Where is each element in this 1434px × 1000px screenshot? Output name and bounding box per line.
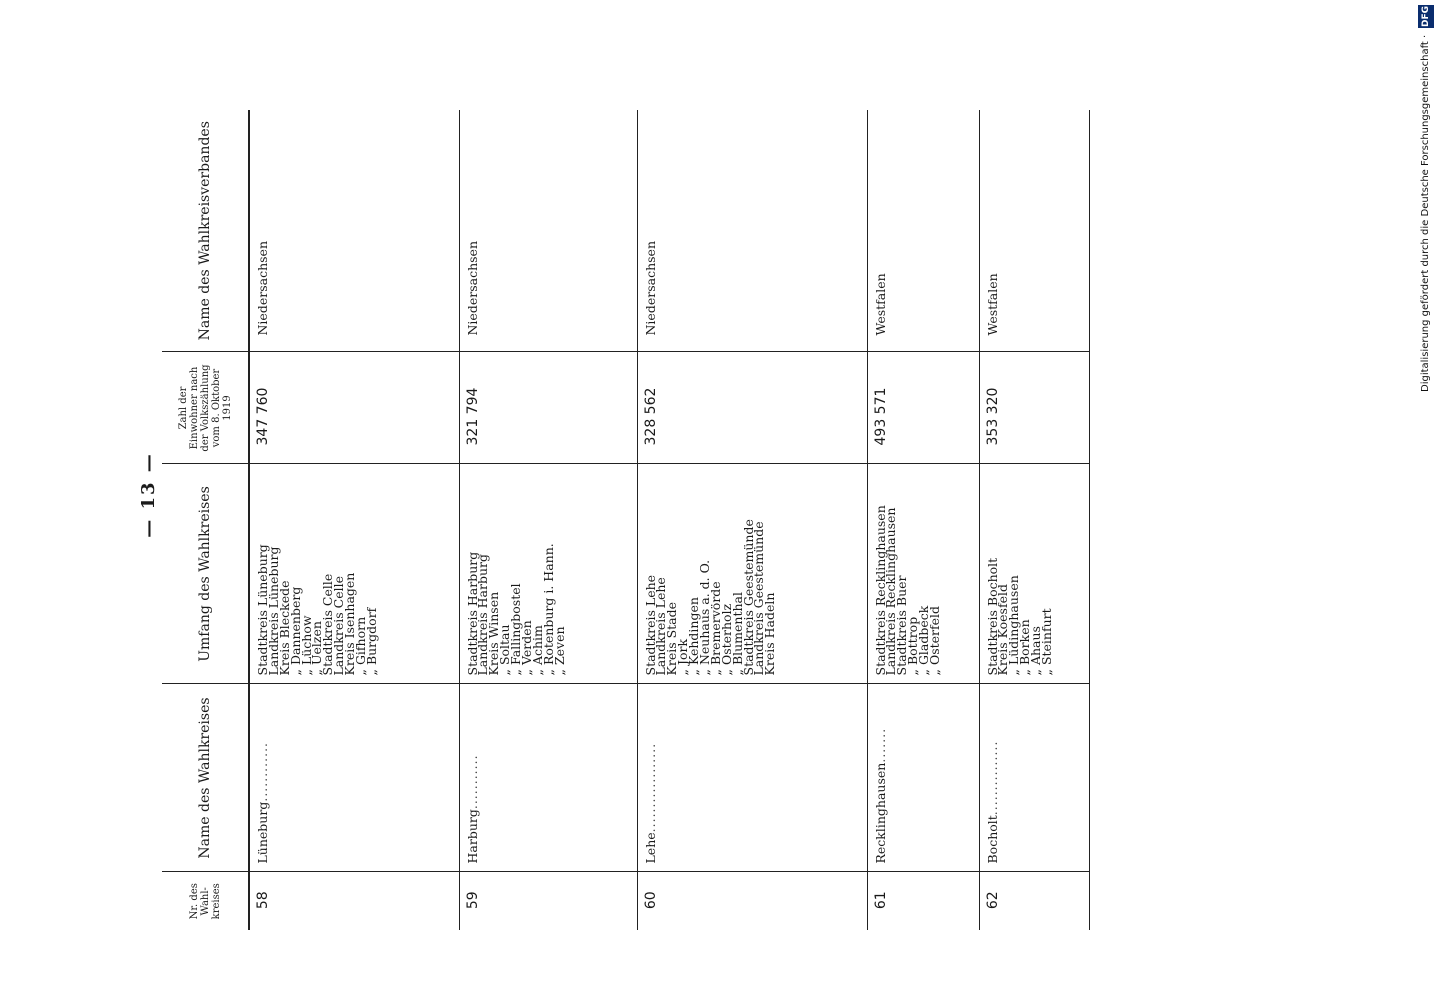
population-value: 347 760 [249, 352, 459, 464]
association-name: Niedersachsen [637, 110, 867, 352]
dot-leader: ............... [984, 740, 1000, 816]
district-scope-cell [249, 464, 459, 684]
scope-list [255, 471, 379, 676]
list-item: Stadtkreis Recklinghausen [872, 505, 888, 676]
list-item: „ Steinfurt [1038, 608, 1054, 676]
district-name: Lehe [642, 832, 658, 864]
district-name: Bocholt [984, 815, 1000, 864]
list-item: Kreis Isenhagen [342, 572, 358, 676]
list-item: „ Lüdinghausen [1006, 575, 1022, 676]
rotated-document-page [138, 110, 1150, 930]
association-name: Niedersachsen [459, 110, 637, 352]
district-number: 61 [867, 872, 979, 930]
list-item: „ Soltau [497, 624, 513, 676]
district-number: 60 [637, 872, 867, 930]
list-item: Stadtkreis Geestemünde [740, 519, 756, 676]
list-item: Landkreis Lüneburg [265, 546, 281, 676]
funding-note [1418, 5, 1434, 392]
district-scope-cell [459, 464, 637, 684]
dot-leader: ............ [255, 741, 270, 802]
list-item: „ Blumenthal [729, 591, 745, 676]
list-item: „ Bottrop [905, 616, 921, 676]
table-row [459, 110, 637, 930]
district-name-cell [979, 684, 1089, 872]
district-scope-cell [979, 464, 1089, 684]
district-name: Lüneburg [255, 801, 270, 864]
district-number: 58 [249, 872, 459, 930]
table-header-row [162, 110, 249, 930]
list-item: Landkreis Celle [331, 576, 347, 676]
population-value: 321 794 [459, 352, 637, 464]
list-item: Kreis Bleckede [276, 580, 292, 676]
population-value: 353 320 [979, 352, 1089, 464]
list-item: Stadtkreis Bocholt [984, 557, 1000, 676]
list-item: Landkreis Recklinghausen [883, 507, 899, 676]
district-name: Recklinghausen [872, 762, 888, 864]
list-item: „ Gladbeck [916, 605, 932, 676]
table-row [637, 110, 867, 930]
list-item: „ Rotenburg i. Hann. [540, 543, 556, 676]
list-item: Stadtkreis Buer [894, 575, 910, 676]
header-nr: Nr. des Wahl- kreises [162, 872, 249, 930]
funding-note-text: Digitalisierung gefördert durch die Deutsche Forschungsgemeinschaft · [1420, 34, 1431, 392]
list-item: Kreis Koesfeld [995, 584, 1011, 676]
list-item: „ Achim [529, 625, 545, 676]
list-item: „ Neuhaus a. d. O. [696, 559, 712, 676]
scope-list [984, 471, 1054, 676]
list-item: „ Bremervörde [707, 581, 723, 676]
dot-leader: ........... [464, 754, 480, 810]
district-name-cell [459, 684, 637, 872]
list-item: Landkreis Lehe [653, 577, 669, 676]
list-item: Landkreis Geestemünde [751, 521, 767, 676]
list-item: „ Uelzen [309, 621, 325, 676]
dot-leader: .................. [642, 742, 658, 833]
association-name: Niedersachsen [249, 110, 459, 352]
table-row [979, 110, 1089, 930]
header-district-name: Name des Wahlkreises [162, 684, 249, 872]
district-name-cell [637, 684, 867, 872]
list-item: „ Lüchow [298, 615, 314, 676]
list-item: Stadtkreis Celle [320, 573, 336, 676]
list-item: Landkreis Harburg [475, 554, 491, 676]
table-row [867, 110, 979, 930]
list-item: Stadtkreis Harburg [464, 551, 480, 676]
district-name-cell [867, 684, 979, 872]
district-number: 59 [459, 872, 637, 930]
list-item: „ Osterholz [718, 603, 734, 676]
dfg-logo: DFG [1418, 5, 1434, 28]
population-value: 493 571 [867, 352, 979, 464]
district-scope-cell [637, 464, 867, 684]
list-item: „ Osterfeld [926, 605, 942, 676]
district-number: 62 [979, 872, 1089, 930]
list-item: Stadtkreis Lüneburg [255, 544, 270, 676]
list-item: „ Kehdingen [686, 597, 702, 676]
list-item: „ Zeven [551, 626, 567, 676]
list-item: „ Fallingbostel [508, 583, 524, 676]
district-scope-cell [867, 464, 979, 684]
header-district-scope: Umfang des Wahlkreises [162, 464, 249, 684]
list-item: „ Jork [675, 638, 691, 676]
list-item: „ Gifhorn [353, 616, 369, 676]
list-item: „ Borken [1017, 619, 1033, 676]
list-item: Stadtkreis Lehe [642, 574, 658, 676]
scope-list [464, 471, 567, 676]
electoral-district-table [162, 110, 1090, 930]
header-association: Name des Wahlkreisverbandes [162, 110, 249, 352]
list-item: „ Ahaus [1028, 626, 1044, 676]
population-value: 328 562 [637, 352, 867, 464]
list-item: „ Burgdorf [363, 607, 379, 676]
header-population: Zahl der Einwohner nach der Volkszählung vom 8. Oktober 1919 [162, 352, 249, 464]
scope-list [642, 471, 778, 676]
district-name: Harburg [464, 809, 480, 864]
district-name-cell [249, 684, 459, 872]
table-row [249, 110, 459, 930]
list-item: Kreis Hadeln [762, 592, 778, 676]
association-name: Westfalen [979, 110, 1089, 352]
dot-leader: ....... [872, 727, 888, 763]
list-item: Kreis Winsen [486, 591, 502, 676]
page-number: — 13 — [138, 452, 159, 538]
scope-list [872, 471, 942, 676]
list-item: Kreis Stade [664, 601, 680, 676]
list-item: „ Verden [518, 620, 534, 676]
list-item: „ Dannenberg [287, 586, 303, 676]
association-name: Westfalen [867, 110, 979, 352]
